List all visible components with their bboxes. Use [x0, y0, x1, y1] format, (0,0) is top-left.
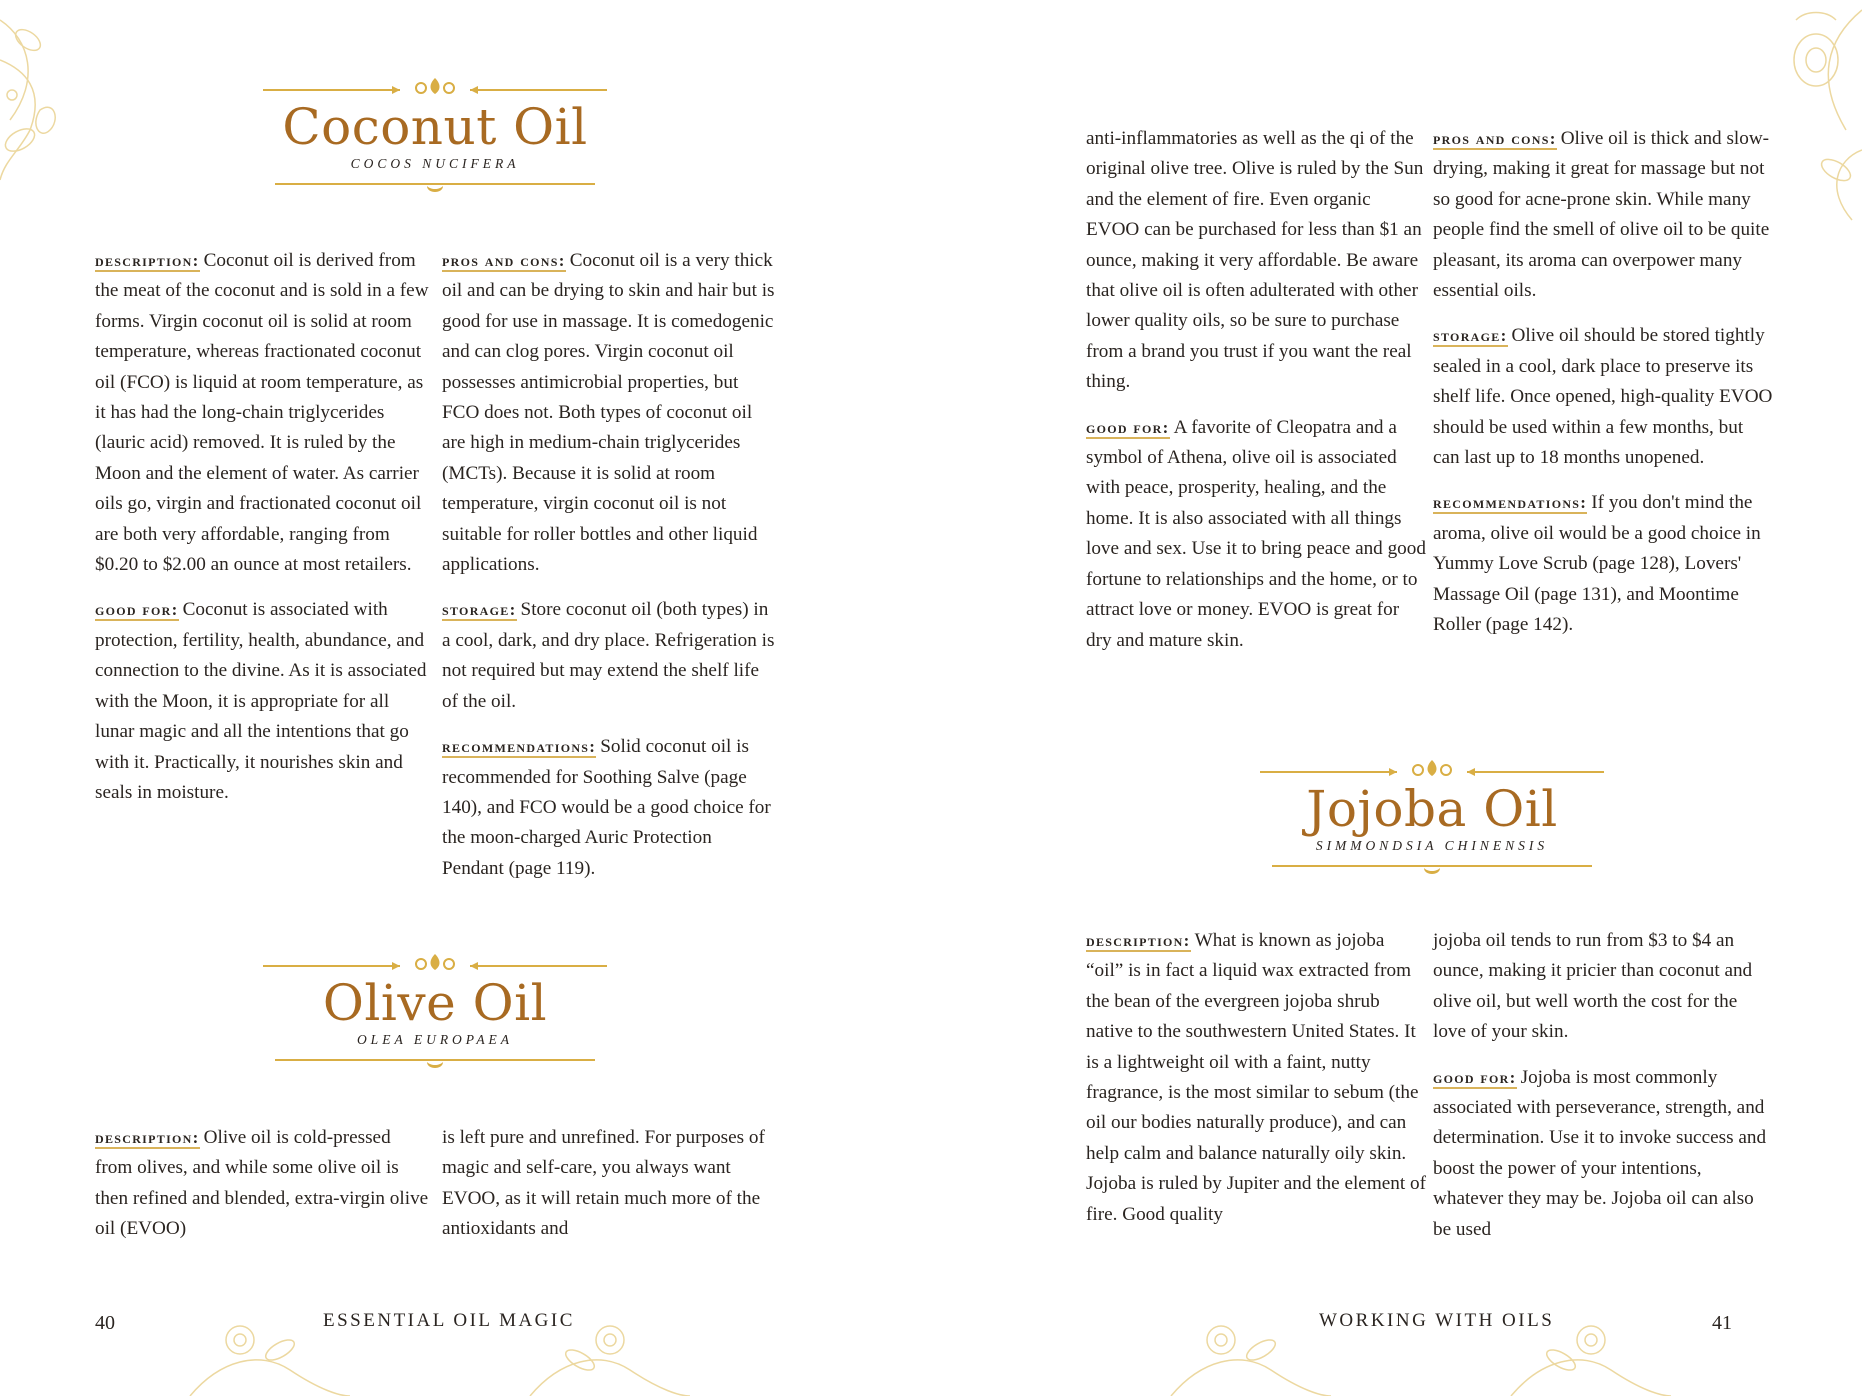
- coconut-title: Coconut Oil: [282, 98, 588, 156]
- ornament-bottom-divider: [255, 178, 615, 202]
- pros-and-cons-label: pros and cons:: [1433, 129, 1557, 148]
- jojoba-description-continued: jojoba oil tends to run from $3 to $4 an ounce, making it pricier than coconut and olive oil, but well worth the cost for the love of your skin.: [1433, 930, 1753, 1043]
- recommendations-label: recommendations:: [1433, 493, 1588, 513]
- description-label: description:: [95, 1128, 200, 1147]
- running-head: WORKING WITH OILS: [1319, 1310, 1555, 1331]
- good-for-label: good for:: [1433, 1067, 1517, 1087]
- jojoba-title: Jojoba Oil: [1306, 780, 1558, 838]
- olive-heading: [255, 950, 615, 1078]
- ornament-bottom-divider: [1252, 860, 1612, 884]
- olive-description-continued: anti-inflammatories as well as the qi of the original olive tree. Olive is ruled by the Sun and the element of fire. Even organic EVOO can be purchased for less than $1 an ounce, making it very affordable. Be aware that olive oil is often adulterated with other lower quality oils, so be sure to purchase from a brand you trust if you want the real thing.: [1086, 128, 1424, 393]
- coconut-storage: storage: Store coconut oil (both types) in a cool, dark, and dry place. Refrigeration is not required but may extend the shelf life of the oil.: [442, 599, 775, 712]
- good-for-label: good for:: [95, 600, 179, 620]
- olive-continued-column-1: [1086, 124, 1426, 671]
- floral-corner-decoration: [0, 0, 90, 200]
- coconut-heading: [255, 74, 615, 202]
- olive-continued-column-2: [1433, 124, 1773, 656]
- jojoba-good-for: good for: Jojoba is most commonly associated with perseverance, strength, and determination. Use it to invoke success and boost the power of your intentions, whatever they may be. Jojoba oil can also be used: [1433, 1066, 1767, 1240]
- description-label: description:: [1086, 931, 1191, 950]
- olive-storage: storage: Olive oil should be stored tightly sealed in a cool, dark place to preserve its shelf life. Once opened, high-quality EVOO should be used within a few months, but can last up to 18 months unopened.: [1433, 325, 1773, 469]
- good-for-label: good for:: [1086, 417, 1170, 437]
- ornament-top-divider: [255, 950, 615, 972]
- jojoba-heading: [1252, 756, 1612, 884]
- olive-recommendations: recommendations: If you don't mind the aroma, olive oil would be a good choice in Yummy Love Scrub (page 128), Lovers' Massage Oil (page 131), and Moontime Roller (page 142).: [1433, 492, 1761, 636]
- ornament-top-divider: [1252, 756, 1612, 778]
- recommendations-label: recommendations:: [442, 737, 597, 757]
- olive-latin-name: OLEA EUROPAEA: [356, 1032, 514, 1047]
- coconut-latin-name: COCOS NUCIFERA: [350, 156, 520, 171]
- olive-pros-cons: pros and cons: Olive oil is thick and slow-drying, making it great for massage but not so good for acne-prone skin. While many people find the smell of olive oil to be quite pleasant, its aroma can overpower many essential oils.: [1433, 128, 1770, 302]
- jojoba-column-2: [1433, 926, 1773, 1260]
- coconut-description: description: Coconut oil is derived from the meat of the coconut and is sold in a few forms. Virgin coconut oil is solid at room temperature, whereas fractionated coconut oil (FCO) is liquid at room temperature, as it has had the long-chain triglycerides (lauric acid) removed. It is ruled by the Moon and the element of water. As carrier oils go, virgin and fractionated coconut oil are both very affordable, ranging from $0.20 to $2.00 an ounce at most retailers.: [95, 250, 429, 576]
- jojoba-latin-name: SIMMONDSIA CHINENSIS: [1315, 838, 1549, 853]
- coconut-column-2: [442, 246, 778, 899]
- olive-column-1: [95, 1123, 429, 1260]
- coconut-good-for: good for: Coconut is associated with protection, fertility, health, abundance, and connection to the divine. As it is associated with the Moon, it is appropriate for all lunar magic and all the intentions that go with it. Practically, it nourishes skin and seals in moisture.: [95, 599, 427, 803]
- olive-title: Olive Oil: [322, 974, 548, 1032]
- page-number: 40: [95, 1312, 115, 1334]
- olive-description-continued: is left pure and unrefined. For purposes of magic and self-care, you always want EVOO, as it will retain much more of the antioxidants and: [442, 1127, 765, 1240]
- storage-label: storage:: [1433, 326, 1508, 346]
- jojoba-column-1: [1086, 926, 1426, 1245]
- right-page: [931, 0, 1862, 1396]
- coconut-recommendations: recommendations: Solid coconut oil is recommended for Soothing Salve (page 140), and FCO would be a good choice for the moon-charged Auric Protection Pendant (page 119).: [442, 736, 771, 879]
- jojoba-description: description: What is known as jojoba “oil” is in fact a liquid wax extracted from the bean of the evergreen jojoba shrub native to the southwestern United States. It is a lightweight oil with a faint, nutty fragrance, is the most similar to sebum (the oil our bodies naturally produce), and can help calm and balance naturally oily skin. Jojoba is ruled by Jupiter and the element of fire. Good quality: [1086, 930, 1426, 1225]
- ornament-bottom-divider: [255, 1054, 615, 1078]
- storage-label: storage:: [442, 600, 517, 620]
- olive-description: description: Olive oil is cold-pressed from olives, and while some olive oil is then refined and blended, extra-virgin olive oil (EVOO): [95, 1127, 429, 1240]
- running-head: ESSENTIAL OIL MAGIC: [323, 1310, 575, 1331]
- coconut-column-1: [95, 246, 429, 823]
- pros-and-cons-label: pros and cons:: [442, 251, 566, 270]
- coconut-pros-cons: pros and cons: Coconut oil is a very thick oil and can be drying to skin and hair but is good for use in massage. It is comedogenic and can clog pores. Virgin coconut oil possesses antimicrobial properties, but FCO does not. Both types of coconut oil are high in medium-chain triglycerides (MCTs). Because it is solid at room temperature, virgin coconut oil is not suitable for roller bottles and other liquid applications.: [442, 250, 775, 576]
- description-label: description:: [95, 251, 200, 270]
- olive-column-2: [442, 1123, 778, 1260]
- olive-good-for: good for: A favorite of Cleopatra and a symbol of Athena, olive oil is associated with peace, prosperity, healing, and the home. It is also associated with all things love and sex. Use it to bring peace and good fortune to relationships and the home, or to attract love or money. EVOO is great for dry and mature skin.: [1086, 416, 1426, 651]
- page-number: 41: [1712, 1312, 1732, 1334]
- ornament-top-divider: [255, 74, 615, 96]
